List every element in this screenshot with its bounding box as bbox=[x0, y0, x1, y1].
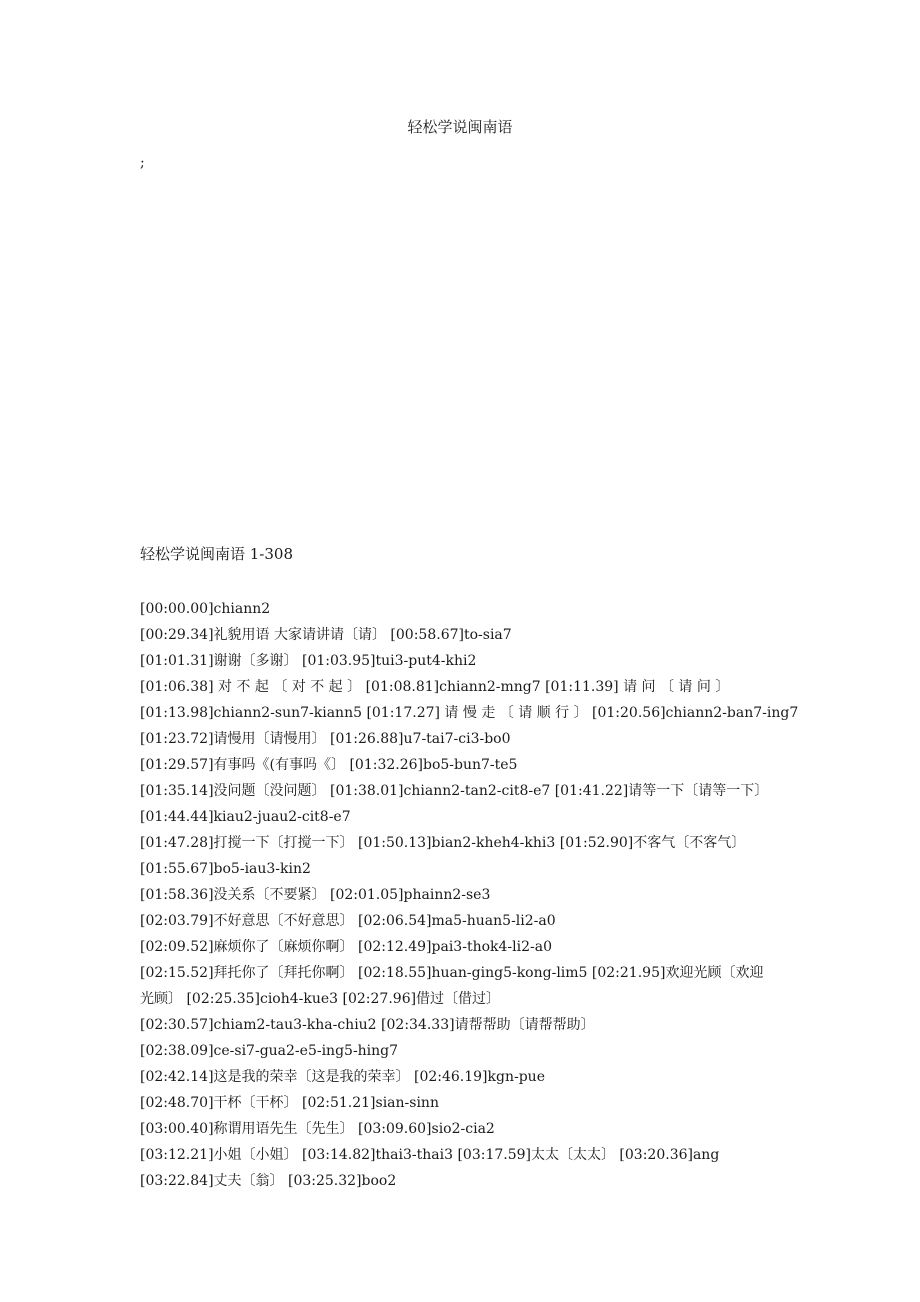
lyric-line: [02:38.09]ce-si7-gua2-e5-ing5-hing7 bbox=[140, 1043, 399, 1059]
lyric-line: [01:55.67]bo5-iau3-kin2 bbox=[140, 861, 311, 877]
lyric-line: [01:13.98]chiann2-sun7-kiann5 [01:17.27] 请 慢 走 〔 请 顺 行 〕 [01:20.56]chiann2-ban7-ing7 bbox=[140, 705, 799, 721]
lyrics-lines bbox=[140, 596, 800, 1194]
document-title: 轻松学说闽南语 bbox=[407, 118, 513, 136]
lyric-line: [02:15.52]拜托你了〔拜托你啊〕 [02:18.55]huan-ging5-kong-lim5 [02:21.95]欢迎光顾〔欢迎 bbox=[140, 965, 764, 981]
lyric-line: [03:22.84]丈夫〔翁〕 [03:25.32]boo2 bbox=[140, 1173, 397, 1189]
lyric-line: [01:23.72]请慢用〔请慢用〕 [01:26.88]u7-tai7-ci3-bo0 bbox=[140, 731, 511, 747]
lyric-line: [01:47.28]打搅一下〔打搅一下〕 [01:50.13]bian2-kheh4-khi3 [01:52.90]不客气〔不客气〕 bbox=[140, 835, 746, 851]
lyric-line: 光顾〕 [02:25.35]cioh4-kue3 [02:27.96]借过〔借过〕 bbox=[140, 991, 501, 1007]
lyric-line: [02:48.70]干杯〔干杯〕 [02:51.21]sian-sinn bbox=[140, 1095, 439, 1111]
stray-semicolon: ; bbox=[140, 155, 145, 171]
lyric-line: [03:00.40]称谓用语先生〔先生〕 [03:09.60]sio2-cia2 bbox=[140, 1121, 495, 1137]
lyric-line: [01:06.38] 对 不 起 〔 对 不 起 〕 [01:08.81]chiann2-mng7 [01:11.39] 请 问 〔 请 问 〕 bbox=[140, 679, 730, 695]
section-subtitle: 轻松学说闽南语 1-308 bbox=[140, 545, 294, 563]
lyric-line: [01:29.57]有事吗《(有事吗《〕 [01:32.26]bo5-bun7-te5 bbox=[140, 757, 518, 773]
lyric-line: [01:35.14]没问题〔没问题〕 [01:38.01]chiann2-tan2-cit8-e7 [01:41.22]请等一下〔请等一下〕 bbox=[140, 783, 769, 799]
lyric-line: [02:09.52]麻烦你了〔麻烦你啊〕 [02:12.49]pai3-thok4-li2-a0 bbox=[140, 939, 552, 955]
lyric-line: [01:44.44]kiau2-juau2-cit8-e7 bbox=[140, 809, 351, 825]
lyric-line: [02:30.57]chiam2-tau3-kha-chiu2 [02:34.33]请帮帮助〔请帮帮助〕 bbox=[140, 1017, 595, 1033]
lyric-line: [03:12.21]小姐〔小姐〕 [03:14.82]thai3-thai3 [03:17.59]太太〔太太〕 [03:20.36]ang bbox=[140, 1147, 720, 1163]
lyric-line: [01:58.36]没关系〔不要紧〕 [02:01.05]phainn2-se3 bbox=[140, 887, 491, 903]
lyric-line: [00:00.00]chiann2 bbox=[140, 601, 271, 617]
lyric-line: [02:42.14]这是我的荣幸〔这是我的荣幸〕 [02:46.19]kgn-pue bbox=[140, 1069, 545, 1085]
lyric-line: [01:01.31]谢谢〔多谢〕 [01:03.95]tui3-put4-khi2 bbox=[140, 653, 477, 669]
lyric-line: [00:29.34]礼貌用语 大家请讲请〔请〕 [00:58.67]to-sia7 bbox=[140, 627, 512, 643]
lyric-line: [02:03.79]不好意思〔不好意思〕 [02:06.54]ma5-huan5-li2-a0 bbox=[140, 913, 556, 929]
